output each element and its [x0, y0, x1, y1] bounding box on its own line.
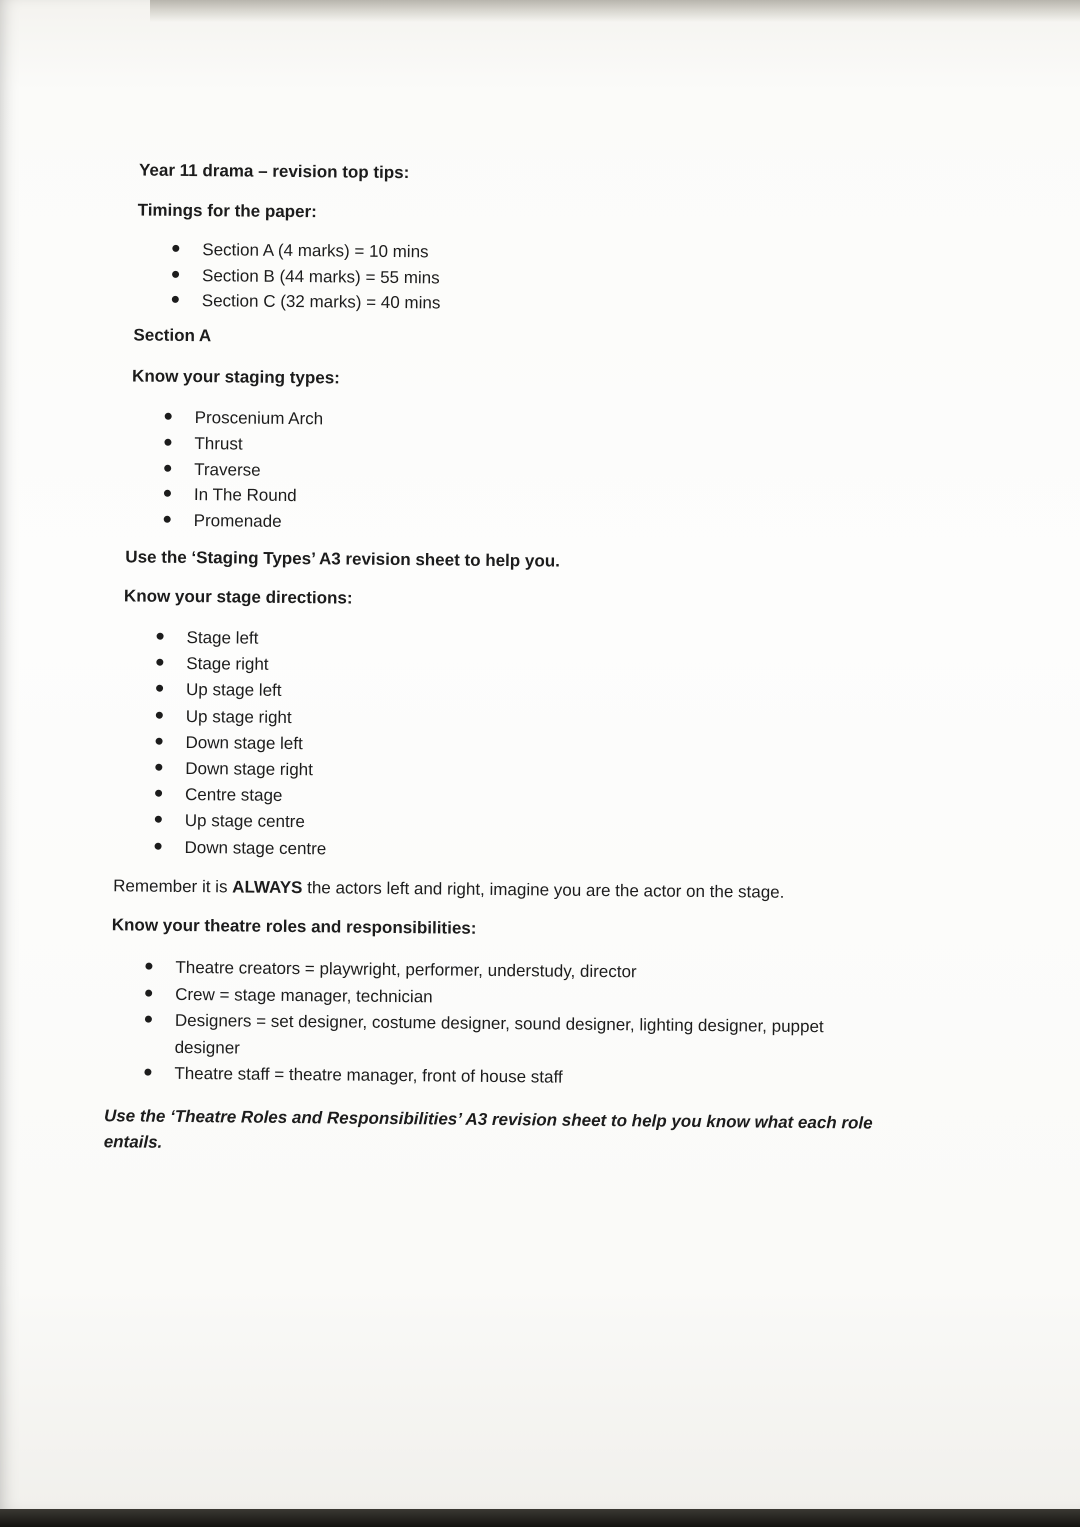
- list-item: Theatre creators = playwright, performer, understudy, director: [145, 955, 905, 989]
- list-item: Down stage left: [155, 730, 327, 758]
- bullet-icon: [164, 439, 171, 446]
- list-item: Theatre staff = theatre manager, front of house staff: [144, 1061, 904, 1095]
- bullet-icon: [157, 633, 164, 640]
- list-item: Thrust: [164, 431, 323, 458]
- bullet-icon: [144, 1069, 151, 1076]
- background-edge: [0, 1509, 1080, 1527]
- roles-heading: Know your theatre roles and responsibilities:: [111, 915, 477, 938]
- list-item: Designers = set designer, costume designer, sound designer, lighting designer, puppet designer: [145, 1008, 875, 1068]
- paper-top-shadow: [150, 0, 1080, 22]
- list-item: Promenade: [164, 508, 323, 535]
- list-item: Down stage centre: [154, 834, 326, 862]
- directions-reminder: Remember it is ALWAYS the actors left and right, imagine you are the actor on the stage.: [113, 876, 785, 902]
- bullet-icon: [164, 490, 171, 497]
- staging-list: [164, 405, 324, 535]
- directions-list: [154, 625, 328, 862]
- list-item: Section A (4 marks) = 10 mins: [172, 237, 441, 265]
- list-item: Down stage right: [155, 756, 327, 784]
- list-item: Proscenium Arch: [165, 405, 324, 432]
- bullet-icon: [145, 963, 152, 970]
- bullet-icon: [145, 989, 152, 996]
- bullet-icon: [172, 296, 179, 303]
- staging-heading: Know your staging types:: [132, 366, 340, 388]
- bullet-icon: [164, 516, 171, 523]
- section-a-heading: Section A: [133, 325, 212, 346]
- bullet-icon: [156, 685, 163, 692]
- list-item: Section C (32 marks) = 40 mins: [172, 288, 441, 316]
- bullet-icon: [164, 464, 171, 471]
- bullet-icon: [156, 711, 163, 718]
- bullet-icon: [155, 842, 162, 849]
- list-item: Up stage left: [156, 677, 328, 705]
- document-title: Year 11 drama – revision top tips:: [138, 160, 410, 183]
- bullet-icon: [155, 790, 162, 797]
- list-item: Centre stage: [155, 782, 327, 810]
- list-item: Section B (44 marks) = 55 mins: [172, 262, 441, 290]
- bullet-icon: [155, 816, 162, 823]
- bullet-icon: [165, 413, 172, 420]
- list-item: Crew = stage manager, technician: [145, 981, 905, 1015]
- bullet-icon: [172, 245, 179, 252]
- bullet-icon: [156, 659, 163, 666]
- list-item: Up stage right: [156, 703, 328, 731]
- roles-note: Use the ‘Theatre Roles and Responsibilities’ A3 revision sheet to help you know what each role entails.: [103, 1106, 873, 1152]
- list-item: Stage left: [156, 625, 328, 653]
- staging-note: Use the ‘Staging Types’ A3 revision sheet to help you.: [125, 547, 560, 571]
- bullet-icon: [155, 764, 162, 771]
- list-item: Stage right: [156, 651, 328, 679]
- roles-list: [144, 955, 905, 1095]
- timings-heading: Timings for the paper:: [137, 200, 317, 222]
- bullet-icon: [145, 1016, 152, 1023]
- list-item: In The Round: [164, 482, 323, 509]
- list-item: Up stage centre: [155, 808, 327, 836]
- timings-list: [172, 237, 441, 316]
- bullet-icon: [156, 738, 163, 745]
- directions-heading: Know your stage directions:: [123, 586, 353, 608]
- bullet-icon: [172, 270, 179, 277]
- list-item: Traverse: [164, 456, 323, 483]
